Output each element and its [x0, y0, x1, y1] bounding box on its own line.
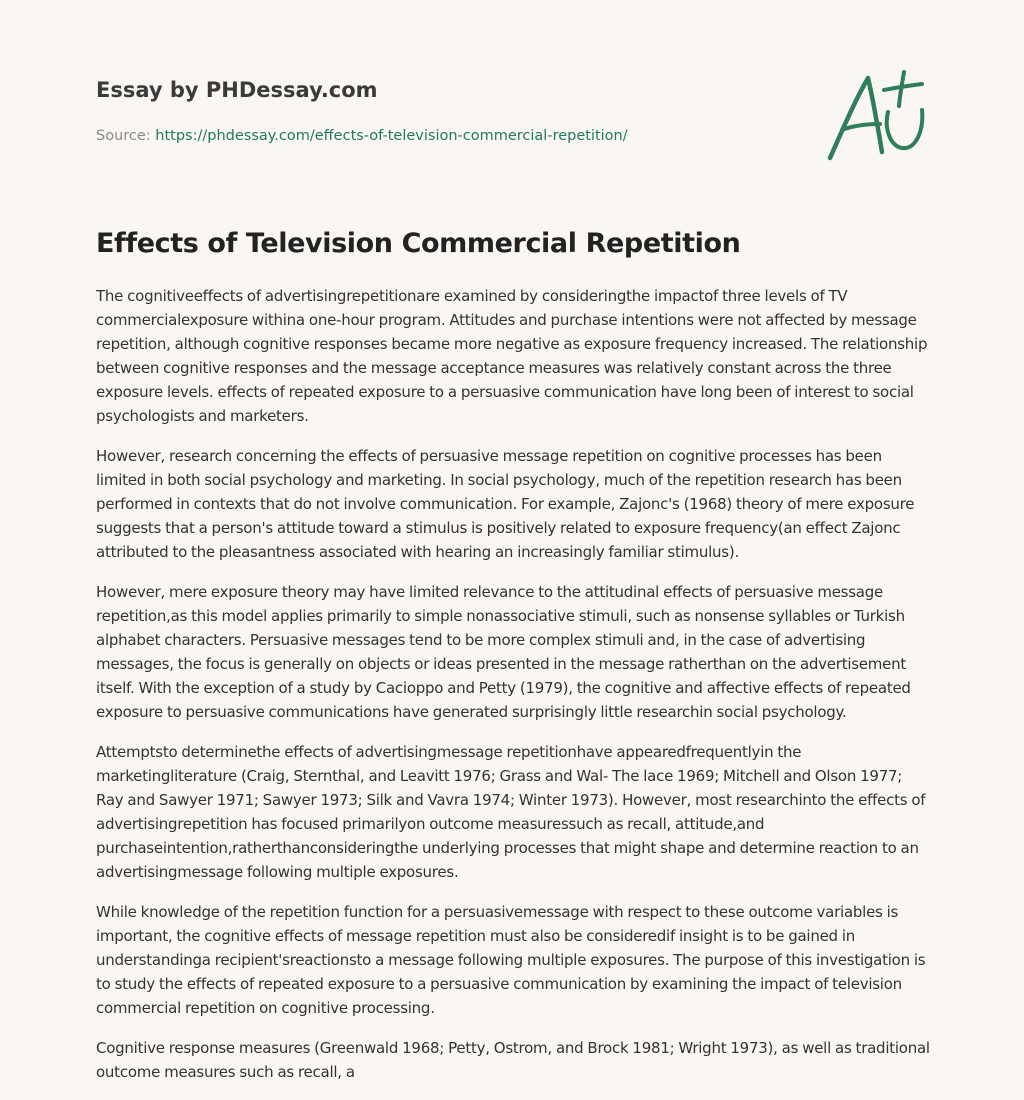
paragraph: While knowledge of the repetition function for a persuasivemessage with respect to these outcome variables is important, the cognitive effects of message repetition must also be consideredif insight is to be gained in understandinga recipient'sreactionsto a message following multiple exposures. The purpose of this investigation is to study the effects of repeated exposure to a persuasive communication by examining the impact of television commercial repetition on cognitive processing. — [96, 903, 926, 1017]
a-plus-logo-icon — [822, 66, 930, 166]
article-title: Effects of Television Commercial Repetition — [96, 228, 741, 259]
source-link[interactable]: https://phdessay.com/effects-of-television-commercial-repetition/ — [155, 128, 628, 144]
paragraph: The cognitiveeffects of advertisingrepetitionare examined by consideringthe impactof three levels of TV commercialexposure withina one-hour program. Attitudes and purchase intentions were not affected by message repetition, although cognitive responses became more negative as exposure frequency increased. The relationship between cognitive responses and the message acceptance measures was relatively constant across the three exposure levels. effects of repeated exposure to a persuasive communication have long been of interest to social psychologists and marketers. — [96, 287, 928, 425]
brand-title: Essay by PHDessay.com — [96, 78, 378, 102]
paragraph: Attemptsto determinethe effects of advertisingmessage repetitionhave appearedfrequentlyin the marketingliterature (Craig, Sternthal, and Leavitt 1976; Grass and Wal- The lace 1969; Mitchell and Olson 1977; Ray and Sawyer 1971; Sawyer 1973; Silk and Vavra 1974; Winter 1973). However, most researchinto the effects of advertisingrepetition has focused primarilyon outcome measuressuch as recall, attitude,and purchaseintention,ratherthanconsideringthe underlying processes that might shape and determine reaction to an advertisingmessage following multiple exposures. — [96, 743, 926, 881]
paragraph: Cognitive response measures (Greenwald 1968; Petty, Ostrom, and Brock 1981; Wright 1973), as well as traditional outcome measures such as recall, a — [96, 1039, 930, 1081]
source-label: Source: — [96, 128, 151, 144]
paragraph: However, mere exposure theory may have limited relevance to the attitudinal effects of persuasive message repetition,as this model applies primarily to simple nonassociative stimuli, such as nonsense syllables or Turkish alphabet characters. Persuasive messages tend to be more complex stimuli and, in the case of advertising messages, the focus is generally on objects or ideas presented in the message ratherthan on the advertisement itself. With the exception of a study by Cacioppo and Petty (1979), the cognitive and affective effects of repeated exposure to persuasive communications have generated surprisingly little researchin social psychology. — [96, 583, 911, 721]
source-line — [96, 126, 796, 146]
header — [96, 76, 796, 146]
paragraph: However, research concerning the effects of persuasive message repetition on cognitive processes has been limited in both social psychology and marketing. In social psychology, much of the repetition research has been performed in contexts that do not involve communication. For example, Zajonc's (1968) theory of mere exposure suggests that a person's attitude toward a stimulus is positively related to exposure frequency(an effect Zajonc attributed to the pleasantness associated with hearing an increasingly familiar stimulus). — [96, 447, 915, 561]
article-body — [96, 284, 932, 1100]
